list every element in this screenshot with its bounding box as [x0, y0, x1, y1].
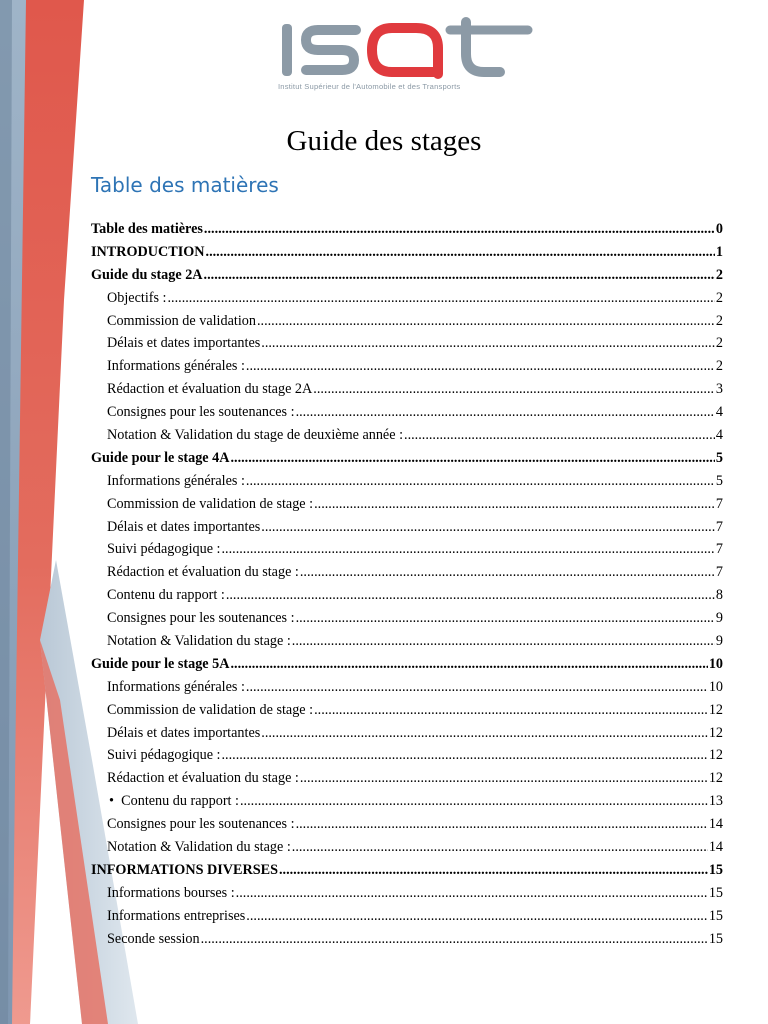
- dot-leader: [313, 493, 716, 516]
- toc-entry-title: Informations générales :: [107, 678, 245, 695]
- toc-entry[interactable]: [91, 493, 723, 516]
- toc-entry[interactable]: [91, 630, 723, 653]
- dot-leader: [245, 676, 709, 699]
- toc-entry[interactable]: [91, 722, 723, 745]
- dot-leader: [403, 424, 716, 447]
- toc-entry-title: INFORMATIONS DIVERSES: [91, 861, 278, 878]
- dot-leader: [235, 882, 709, 905]
- toc-entry-page-number: 10: [708, 678, 723, 695]
- dot-leader: [245, 470, 716, 493]
- toc-entry-title: Guide pour le stage 4A: [91, 449, 230, 466]
- dot-leader: [167, 287, 716, 310]
- toc-entry-page-number: 1: [715, 243, 723, 260]
- dot-leader: [239, 790, 709, 813]
- toc-entry-title: Notation & Validation du stage :: [107, 633, 291, 650]
- toc-entry-page-number: 4: [715, 427, 723, 444]
- toc-entry-page-number: 8: [715, 587, 723, 604]
- toc-entry[interactable]: [91, 355, 723, 378]
- dot-leader: [245, 355, 716, 378]
- toc-entry-title: INTRODUCTION: [91, 243, 205, 260]
- toc-entry-title: Délais et dates importantes: [107, 518, 261, 535]
- dot-leader: [291, 630, 716, 653]
- toc-entry-page-number: 7: [715, 541, 723, 558]
- toc-entry-title: Table des matières: [91, 221, 203, 237]
- toc-entry-title: Rédaction et évaluation du stage 2A: [107, 381, 313, 398]
- toc-entry-page-number: 7: [715, 495, 723, 512]
- toc-heading: Table des matières: [91, 173, 279, 197]
- toc-entry-title: Objectifs :: [107, 289, 167, 306]
- toc-entry-title: Commission de validation de stage :: [107, 495, 314, 512]
- dot-leader: [200, 928, 709, 951]
- toc-entry-title: Notation & Validation du stage :: [107, 839, 291, 856]
- toc-entry[interactable]: [91, 241, 723, 264]
- toc-entry-title: Notation & Validation du stage de deuxième année :: [107, 427, 404, 444]
- dot-leader: [229, 653, 708, 676]
- toc-entry-page-number: 4: [715, 404, 723, 421]
- dot-leader: [295, 607, 716, 630]
- toc-entry-title: Informations générales :: [107, 358, 245, 375]
- document-title: Guide des stages: [286, 125, 482, 157]
- toc-entry-page-number: 12: [708, 747, 723, 764]
- toc-entry-title: Rédaction et évaluation du stage :: [107, 770, 299, 787]
- toc-entry-title: Suivi pédagogique :: [107, 747, 221, 764]
- dot-leader: [256, 310, 716, 333]
- toc-entry-page-number: 10: [708, 655, 723, 672]
- toc-entry-title: Consignes pour les soutenances :: [107, 610, 295, 627]
- toc-entry[interactable]: [91, 332, 723, 355]
- dot-leader: [221, 538, 716, 561]
- toc-entry-page-number: 9: [715, 610, 723, 627]
- toc-entry-title: Contenu du rapport :: [121, 793, 239, 810]
- isat-logo: [270, 14, 545, 100]
- toc-entry[interactable]: [91, 287, 723, 310]
- toc-entry[interactable]: [91, 401, 723, 424]
- toc-entry-page-number: 15: [708, 930, 723, 947]
- toc-entry-title: Suivi pédagogique :: [107, 541, 221, 558]
- toc-entry-page-number: 14: [708, 839, 723, 856]
- toc-entry-page-number: 12: [708, 724, 723, 741]
- dot-leader: [299, 767, 709, 790]
- toc-entry[interactable]: [91, 699, 723, 722]
- toc-entry-page-number: 7: [715, 564, 723, 581]
- dot-leader: [299, 561, 716, 584]
- dot-leader: [260, 722, 709, 745]
- toc-entry[interactable]: [91, 676, 723, 699]
- dot-leader: [221, 744, 709, 767]
- toc-entry-page-number: 13: [708, 793, 723, 810]
- toc-entry-page-number: 5: [715, 449, 723, 466]
- bullet-icon: •: [109, 793, 114, 810]
- toc-entry[interactable]: [91, 424, 723, 447]
- toc-entry-title: Consignes pour les soutenances :: [107, 816, 295, 833]
- toc-entry[interactable]: [91, 378, 723, 401]
- toc-entry-page-number: 14: [708, 816, 723, 833]
- toc-entry-page-number: 2: [715, 289, 723, 306]
- dot-leader: [225, 584, 716, 607]
- toc-entry-title: Délais et dates importantes: [107, 724, 261, 741]
- toc-entry-page-number: 2: [715, 335, 723, 352]
- toc-entry-page-number: 2: [715, 266, 723, 283]
- dot-leader: [205, 241, 716, 264]
- toc-entry[interactable]: [91, 516, 723, 539]
- toc-entry-title: Délais et dates importantes: [107, 335, 261, 352]
- toc-entry[interactable]: [91, 905, 723, 928]
- toc-entry-title: Commission de validation: [107, 312, 256, 329]
- toc-entry-title: Seconde session: [107, 930, 200, 947]
- toc-entry[interactable]: [91, 607, 723, 630]
- dot-leader: [295, 401, 716, 424]
- toc-entry[interactable]: [91, 813, 723, 836]
- toc-entry[interactable]: [91, 744, 723, 767]
- dot-leader: [313, 699, 709, 722]
- toc-entry-page-number: 12: [708, 770, 723, 787]
- toc-entry-title: Contenu du rapport :: [107, 587, 225, 604]
- table-of-contents: [91, 218, 723, 951]
- dot-leader: [203, 218, 716, 241]
- toc-entry-title: Consignes pour les soutenances :: [107, 404, 295, 421]
- toc-entry[interactable]: [91, 653, 723, 676]
- toc-entry[interactable]: [91, 882, 723, 905]
- dot-leader: [260, 332, 716, 355]
- toc-entry-page-number: 3: [715, 381, 723, 398]
- toc-entry[interactable]: [91, 447, 723, 470]
- toc-entry[interactable]: [91, 538, 723, 561]
- dot-leader: [260, 516, 716, 539]
- toc-entry-title: Guide du stage 2A: [91, 266, 203, 283]
- toc-entry[interactable]: [91, 859, 723, 882]
- toc-entry-page-number: 15: [708, 907, 723, 924]
- toc-entry-title: Informations entreprises: [107, 907, 246, 924]
- toc-entry[interactable]: [91, 310, 723, 333]
- toc-entry-title: Informations bourses :: [107, 884, 235, 901]
- toc-entry-page-number: 2: [715, 358, 723, 375]
- toc-entry-page-number: 7: [715, 518, 723, 535]
- dot-leader: [295, 813, 709, 836]
- toc-entry-title: Commission de validation de stage :: [107, 701, 314, 718]
- dot-leader: [229, 447, 715, 470]
- dot-leader: [278, 859, 709, 882]
- toc-entry[interactable]: [91, 264, 723, 287]
- toc-entry-page-number: 5: [715, 472, 723, 489]
- toc-entry[interactable]: [91, 584, 723, 607]
- toc-entry-page-number: 2: [715, 312, 723, 329]
- toc-entry-page-number: 12: [708, 701, 723, 718]
- toc-entry-page-number: 15: [708, 861, 723, 878]
- toc-entry-title: Guide pour le stage 5A: [91, 655, 230, 672]
- toc-entry[interactable]: [91, 928, 723, 951]
- toc-entry[interactable]: [91, 790, 723, 813]
- toc-entry[interactable]: [91, 767, 723, 790]
- toc-entry[interactable]: [91, 561, 723, 584]
- dot-leader: [312, 378, 716, 401]
- toc-entry[interactable]: [91, 470, 723, 493]
- toc-entry[interactable]: [91, 218, 723, 241]
- toc-entry-page-number: 15: [708, 884, 723, 901]
- toc-entry[interactable]: [91, 836, 723, 859]
- toc-entry-title: Informations générales :: [107, 472, 245, 489]
- dot-leader: [245, 905, 709, 928]
- toc-entry-page-number: 9: [715, 633, 723, 650]
- toc-entry-page-number: 0: [715, 221, 723, 237]
- dot-leader: [291, 836, 709, 859]
- logo-subtitle: Institut Supérieur de l'Automobile et des Transports: [278, 82, 461, 91]
- isat-logo-mark: [270, 14, 545, 84]
- toc-entry-title: Rédaction et évaluation du stage :: [107, 564, 299, 581]
- dot-leader: [203, 264, 716, 287]
